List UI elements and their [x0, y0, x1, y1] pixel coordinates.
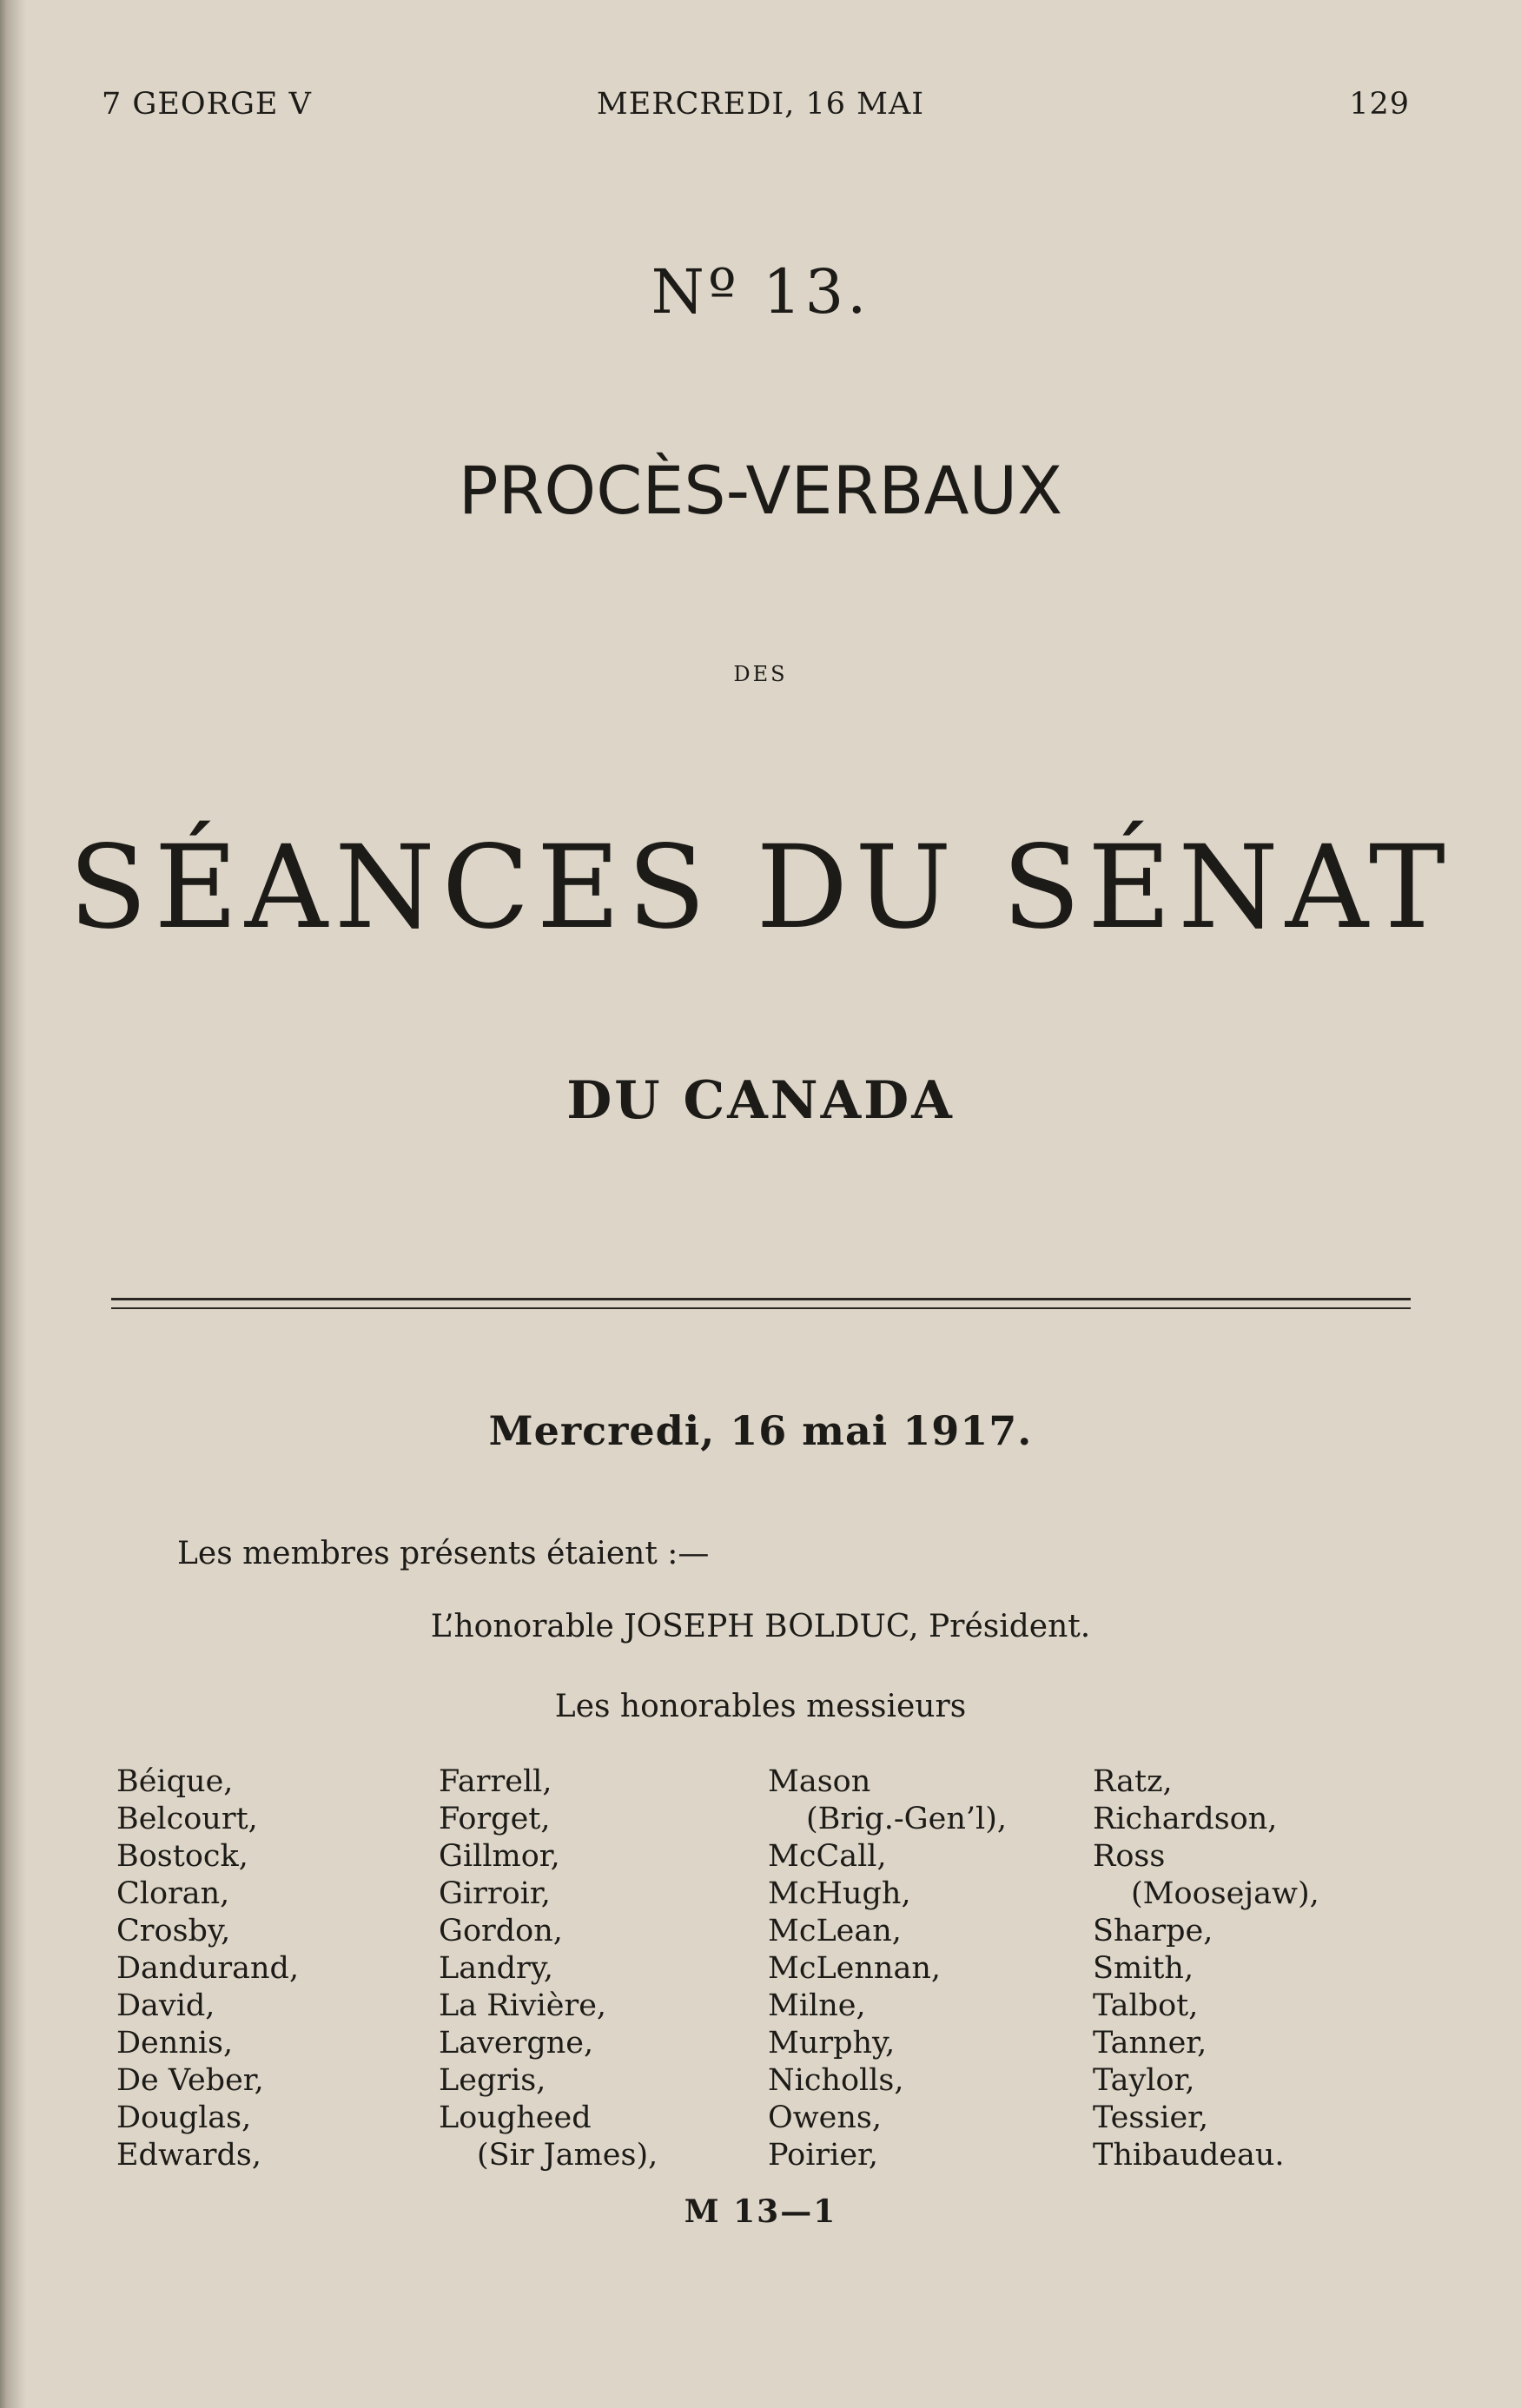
senator-name: Nicholls,	[768, 2063, 904, 2098]
senator-name: Murphy,	[768, 2026, 896, 2061]
issue-number: Nº 13.	[651, 256, 870, 327]
senator-name: McLennan,	[768, 1951, 942, 1986]
senator-name: Dandurand,	[116, 1951, 300, 1986]
senator-name: Bostock,	[116, 1839, 248, 1874]
senator-name: Milne,	[768, 1988, 866, 2023]
senator-name: Tanner,	[1093, 2026, 1207, 2061]
divider-rule-bottom	[111, 1307, 1411, 1309]
senator-name: Lougheed	[439, 2100, 592, 2135]
binding-edge	[0, 0, 26, 2408]
members-present-intro: Les membres présents étaient :—	[177, 1536, 710, 1571]
senator-name: McHugh,	[768, 1876, 911, 1911]
senator-name: Landry,	[439, 1951, 554, 1986]
senator-name-continuation: (Brig.-Gen’l),	[806, 1802, 1007, 1836]
senator-name: Taylor,	[1093, 2063, 1195, 2098]
senator-column-4	[1093, 1763, 1319, 2174]
senator-name: Forget,	[439, 1802, 551, 1836]
senator-name: McLean,	[768, 1914, 902, 1948]
senator-name: Smith,	[1093, 1951, 1194, 1986]
date-heading: Mercredi, 16 mai 1917.	[488, 1407, 1033, 1454]
senator-name: Cloran,	[116, 1876, 230, 1911]
running-head-left: 7 GEORGE V	[102, 87, 312, 122]
senator-name: Talbot,	[1093, 1988, 1199, 2023]
signature-mark: M 13—1	[684, 2193, 837, 2230]
divider-rule-top	[111, 1298, 1411, 1300]
running-head-center: MERCREDI, 16 MAI	[596, 87, 925, 122]
senator-name: Ratz,	[1093, 1764, 1173, 1799]
president-line: L’honorable JOSEPH BOLDUC, Président.	[430, 1609, 1091, 1644]
senator-name: Gordon,	[439, 1914, 563, 1948]
senator-column-2	[439, 1763, 658, 2174]
senator-name: Girroir,	[439, 1876, 551, 1911]
senator-name: Béique,	[116, 1764, 234, 1799]
senator-name: Tessier,	[1093, 2100, 1209, 2135]
senator-name: Douglas,	[116, 2100, 252, 2135]
senator-name: La Rivière,	[439, 1988, 607, 2023]
honorables-heading: Les honorables messieurs	[554, 1689, 967, 1724]
senator-name: Belcourt,	[116, 1802, 258, 1836]
senator-name: Dennis,	[116, 2026, 234, 2061]
senator-column-3	[768, 1763, 1007, 2174]
senator-name: Edwards,	[116, 2138, 262, 2173]
senator-name: De Veber,	[116, 2063, 264, 2098]
senator-name: Thibaudeau.	[1093, 2138, 1285, 2173]
senator-name-continuation: (Moosejaw),	[1131, 1876, 1319, 1911]
senator-name: Mason	[768, 1764, 871, 1799]
title-seances-du-senat: SÉANCES DU SÉNAT	[69, 821, 1452, 955]
senator-name: McCall,	[768, 1839, 887, 1874]
senator-name-continuation: (Sir James),	[477, 2138, 658, 2173]
senator-name: Poirier,	[768, 2138, 879, 2173]
title-proces-verbaux: PROCÈS-VERBAUX	[458, 452, 1063, 529]
senator-name: Crosby,	[116, 1914, 231, 1948]
senator-name: David,	[116, 1988, 215, 2023]
senator-name: Lavergne,	[439, 2026, 594, 2061]
senator-name: Gillmor,	[439, 1839, 560, 1874]
senator-name: Ross	[1093, 1839, 1166, 1874]
senator-name: Farrell,	[439, 1764, 552, 1799]
title-du-canada: DU CANADA	[566, 1070, 955, 1131]
senator-column-1	[116, 1763, 299, 2174]
senator-name: Owens,	[768, 2100, 882, 2135]
page-number: 129	[1349, 87, 1410, 122]
senator-name: Sharpe,	[1093, 1914, 1213, 1948]
senator-name: Legris,	[439, 2063, 546, 2098]
senator-name: Richardson,	[1093, 1802, 1278, 1836]
title-des: DES	[733, 662, 788, 686]
